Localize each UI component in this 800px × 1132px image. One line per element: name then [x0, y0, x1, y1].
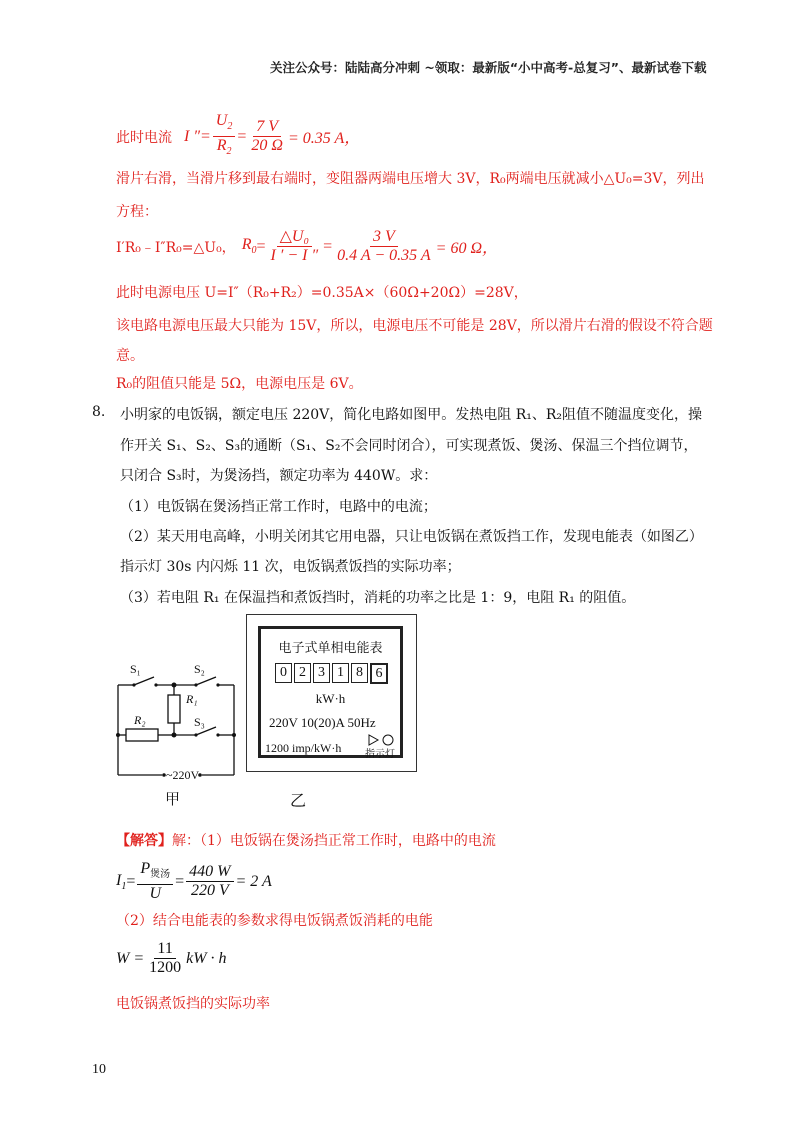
- answer-intro: 解：（1）电饭锅在煲汤挡正常工作时，电路中的电流: [172, 833, 496, 849]
- i1-fraction-symbolic: $\frac{P_{煲汤}}{U}$: [137, 860, 173, 903]
- slide-text-line2: 方程：: [116, 204, 158, 220]
- current-equation: 此时电流 I ″= $\frac{U_2}{R_2}$ = $\frac{7 V}{20 \Omega}$ = 0.35 A，: [116, 112, 360, 161]
- max-voltage-line2: 意。: [116, 348, 144, 364]
- current-fraction-u2-r2: $\frac{U_2}{R_2}$: [213, 112, 236, 161]
- problem-line2: 作开关 S₁、S₂、S₃的通断（S₁、S₂不会同时闭合），可实现煮饭、煲汤、保温三个挡位调节，: [120, 438, 698, 454]
- meter-digit-decimal: 6: [370, 663, 388, 684]
- circuit-diagram: [110, 655, 250, 785]
- indicator-label: 指示灯: [365, 749, 395, 760]
- r0-equation: I′R₀﹣I″R₀=△U₀， $R_0$ = $\frac{\text{△U₀}}{I ' - I ''}$ = $\frac{3 V}{0.4 A - 0.35 A}$ = 60 Ω，: [116, 228, 499, 264]
- w-unit: kW · h: [186, 949, 227, 967]
- meter-digit: 2: [294, 663, 311, 683]
- meter-digit: 0: [275, 663, 292, 683]
- meter-imp: 1200 imp/kW·h: [265, 741, 342, 755]
- label-source: ~220V: [166, 768, 200, 782]
- answer-power-label: 电饭锅煮饭挡的实际功率: [116, 996, 270, 1012]
- meter-digit: 1: [332, 663, 349, 683]
- question-3: （3）若电阻 R₁ 在保温挡和煮饭挡时，消耗的功率之比是 1：9，电阻 R₁ 的阻值。: [120, 590, 636, 606]
- r0-fraction-symbolic: $\frac{\text{△U₀}}{I ' - I ''}$: [270, 228, 319, 264]
- i1-fraction-values: $\frac{440 W}{220 V}$: [186, 863, 233, 900]
- r0-fraction-values: $\frac{3 V}{0.4 A - 0.35 A}$: [337, 228, 431, 264]
- max-voltage-line1: 该电路电源电压最大只能为 15V，所以，电源电压不可能是 28V，所以滑片右滑的假设不符合题: [116, 318, 713, 334]
- meter-caption: 乙: [290, 791, 307, 810]
- circuit-caption: 甲: [165, 790, 181, 808]
- meter-spec: 220V 10(20)A 50Hz: [269, 715, 376, 730]
- problem-line3: 只闭合 S₃时，为煲汤挡，额定功率为 440W。求：: [120, 468, 438, 484]
- w-lhs: W =: [116, 949, 145, 967]
- w-equation: [116, 940, 227, 977]
- meter-unit: kW·h: [315, 691, 346, 706]
- r0-lhs: $R_0$: [241, 236, 257, 257]
- page-header: 关注公众号：陆陆高分冲刺 ~领取：最新版“小中高考-总复习”、最新试卷下载: [270, 60, 707, 75]
- question-1: （1）电饭锅在煲汤挡正常工作时，电路中的电流；: [120, 499, 437, 515]
- switch-s1-blade: [134, 677, 154, 685]
- i1-lhs: $I_1$: [116, 871, 127, 892]
- meter-panel: [258, 626, 403, 758]
- current-lhs: I ″=: [184, 127, 211, 145]
- current-label: 此时电流: [116, 129, 172, 146]
- answer-part2: （2）结合电能表的参数求得电饭锅煮饭消耗的电能: [116, 913, 433, 929]
- label-r1: R₁: [186, 692, 198, 706]
- conclusion: R₀的阻值只能是 5Ω，电源电压是 6V。: [116, 376, 363, 392]
- w-fraction: $\frac{11}{1200}$: [149, 940, 182, 976]
- voltage-text: 此时电源电压 U=I″（R₀+R₂）=0.35A×（60Ω+20Ω）=28V，: [116, 285, 528, 301]
- label-s2: S₂: [194, 662, 205, 676]
- label-s1: S₁: [130, 662, 141, 676]
- switch-s2-blade: [196, 677, 216, 685]
- problem-number: 8.: [92, 404, 106, 420]
- meter-digit: 3: [313, 663, 330, 683]
- label-s3: S₃: [194, 715, 205, 729]
- r0-result: = 60 Ω，: [435, 240, 499, 257]
- question-2-line2: 指示灯 30s 内闪烁 11 次，电饭锅煮饭挡的实际功率；: [120, 559, 461, 575]
- slide-text-line1: 滑片右滑，当滑片移到最右端时，变阻器两端电压增大 3V，R₀两端电压就减小△U₀=3V，列出: [116, 171, 705, 187]
- resistor-r1: [168, 695, 180, 723]
- problem-line1: 小明家的电饭锅，额定电压 220V，简化电路如图甲。发热电阻 R₁、R₂阻值不随温度变化，操: [120, 407, 703, 423]
- label-r2: R₂: [134, 713, 146, 727]
- current-result: = 0.35 A，: [287, 130, 361, 148]
- meter-digits: [275, 663, 390, 684]
- answer-tag: 【解答】: [116, 833, 172, 849]
- i1-equation: $I_1$ = $\frac{P_{煲汤}}{U}$ = $\frac{440 W}{220 V}$ = 2 A: [116, 860, 272, 903]
- current-difference-equation: I′R₀﹣I″R₀=△U₀，: [116, 239, 236, 256]
- current-fraction-values: $\frac{7 V}{20 \Omega}$: [251, 118, 283, 155]
- answer-intro-line: [116, 830, 496, 850]
- question-2-line1: （2）某天用电高峰，小明关闭其它用电器，只让电饭锅在煮饭挡工作，发现电能表（如图乙）: [120, 529, 703, 545]
- page-number: 10: [92, 1062, 106, 1077]
- meter-digit: 8: [351, 663, 368, 683]
- i1-result: = 2 A: [235, 872, 272, 890]
- meter-title: 电子式单相电能表: [278, 641, 383, 656]
- energy-meter: [246, 614, 417, 772]
- resistor-r2: [126, 729, 158, 741]
